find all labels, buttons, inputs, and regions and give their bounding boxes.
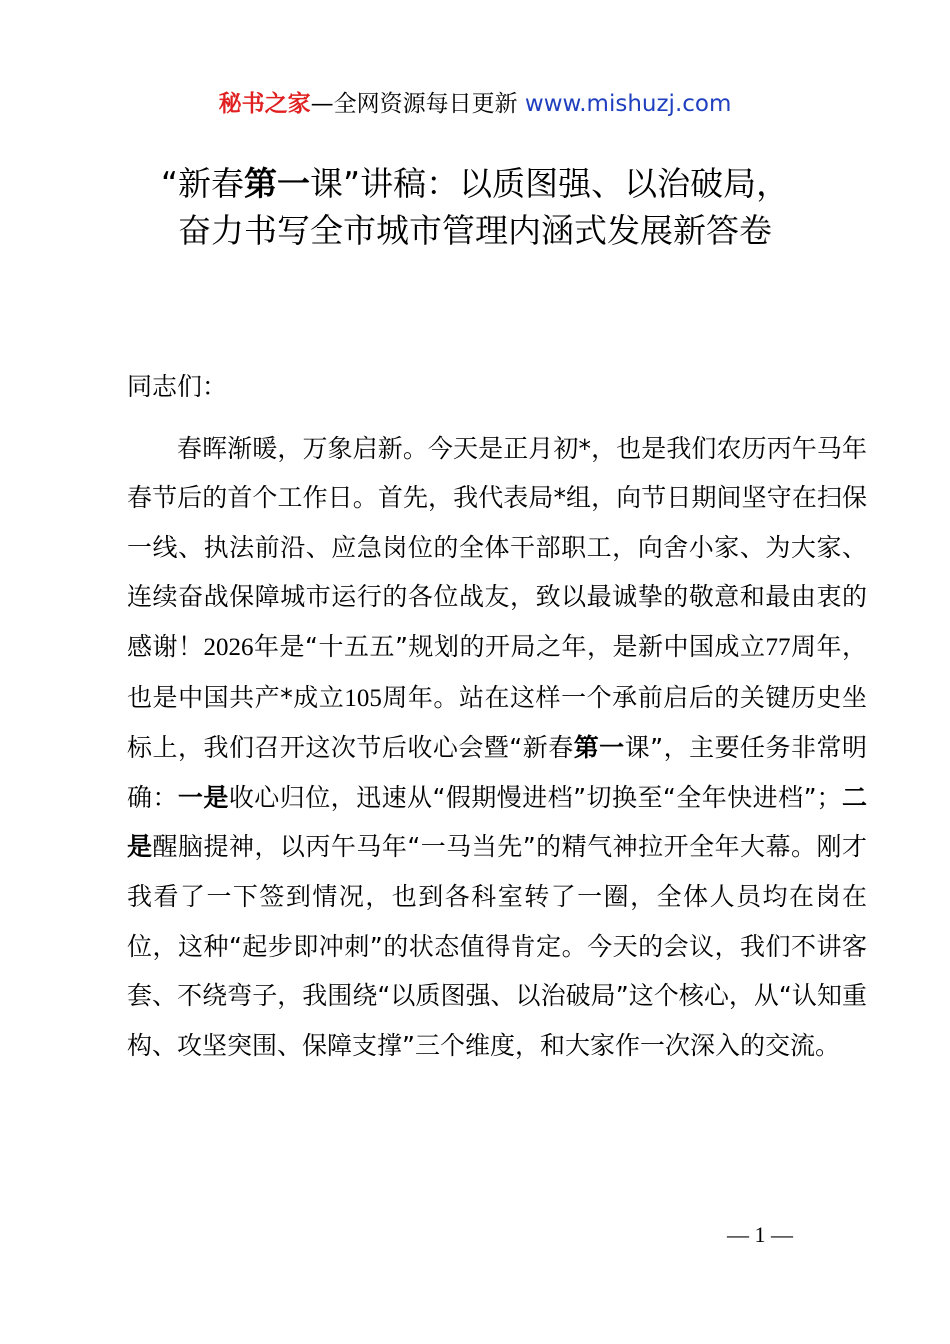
page-number: — 1 —: [727, 1222, 793, 1247]
text-run: 收心归位，迅速从“假期慢进档”切换至“全年快进档”；: [228, 782, 842, 812]
header-url[interactable]: www.mishuzj.com: [524, 91, 732, 117]
header-tagline: —全网资源每日更新: [310, 91, 525, 117]
bold-run: 一是: [177, 782, 229, 812]
anniversary-number: 77: [765, 633, 791, 661]
text-run: 醒脑提神，以丙午马年“一马当先”的精气神拉开全年大幕。刚才我看了一下签到情况，也到各科室转了一圈，全体人员均在岗在位，这种“起步即冲刺”的状态值得肯定。今天的会议，我们不讲客套、不绕弯子，我围绕“以质图强、以治破局”这个核心，从“认知重构、攻坚突围、保障支撑”三个维度，和大家作一次深入的交流。: [127, 832, 867, 1060]
anniversary-number: 105: [344, 684, 382, 712]
text-run: 周年，也是中国共产*成立: [127, 631, 867, 712]
title-line-1: [60, 160, 890, 207]
bold-run: 第一: [573, 733, 625, 763]
text-run: 春晖渐暖，万象启新。今天是正月初*，也是我们农历丙午马年春节后的首个工作日。首先，我代表局*组，向节日期间坚守在扫保一线、执法前沿、应急岗位的全体干部职工，向舍小家、为大家、连续奋战保障城市运行的各位战友，致以最诚挚的敬意和最由衷的感谢！: [127, 433, 867, 661]
text-run: 课”，主要任务非常明确：: [127, 733, 867, 812]
document-title: [60, 160, 890, 254]
document-body: [127, 362, 867, 1070]
title-part: “新春: [160, 164, 244, 203]
text-run: 周年。站在这样一个承前启后的关键历史坐标上，我们召开这次节后收心会暨“新春: [127, 682, 867, 763]
brand-name: 秘书之家: [218, 91, 311, 117]
year-number: 2026: [203, 633, 254, 661]
site-header: [0, 86, 950, 122]
bold-run: 二是: [127, 782, 867, 862]
title-line-2: 奋力书写全市城市管理内涵式发展新答卷: [178, 211, 772, 250]
paragraph-1: [127, 424, 867, 1071]
text-run: 年是“十五五”规划的开局之年，是新中国成立: [253, 631, 766, 661]
title-part: 课”讲稿：以质图强、以治破局，: [310, 164, 790, 203]
salutation: 同志们：: [127, 372, 228, 401]
title-bold-part: 第一: [244, 164, 310, 203]
